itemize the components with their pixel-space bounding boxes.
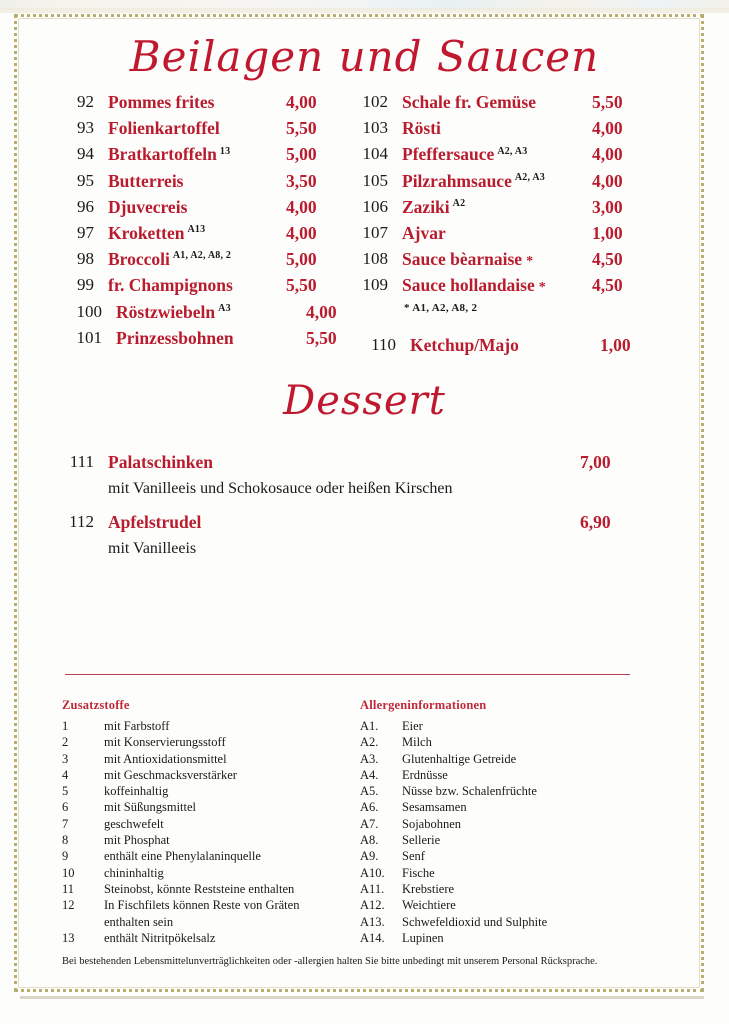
menu-row xyxy=(58,223,348,249)
allergen-text: Lupinen xyxy=(402,930,444,945)
item-price: 5,00 xyxy=(286,144,317,165)
item-name: Butterreis xyxy=(108,170,184,191)
additive-text: enthält eine Phenylalaninquelle xyxy=(104,849,261,864)
allergen-text: Nüsse bzw. Schalenfrüchte xyxy=(402,784,537,799)
item-name: Apfelstrudel xyxy=(108,512,202,532)
allergen-key: A1. xyxy=(360,719,379,733)
item-name: Ajvar xyxy=(402,222,446,243)
item-description: mit Vanilleeis und Schokosauce oder heißen Kirschen xyxy=(108,480,453,497)
item-name: Ketchup/Majo xyxy=(410,334,519,355)
allergen-row xyxy=(360,914,660,930)
item-number: 94 xyxy=(77,144,94,164)
additive-row-continuation xyxy=(62,914,352,930)
menu-row xyxy=(352,275,652,301)
item-price: 5,50 xyxy=(286,275,317,296)
menu-row xyxy=(58,249,348,275)
item-number: 98 xyxy=(77,249,94,269)
item-additive-codes: A1, A2, A8, 2 xyxy=(172,250,232,262)
item-number: 106 xyxy=(362,196,388,216)
menu-row xyxy=(58,197,348,223)
allergens-list xyxy=(360,698,660,946)
additive-key: 5 xyxy=(62,784,69,799)
menu-row xyxy=(352,223,652,249)
additive-row xyxy=(62,881,352,897)
allergen-key: A6. xyxy=(360,800,379,815)
additive-text: mit Konservierungsstoff xyxy=(104,735,226,750)
allergen-key: A2. xyxy=(360,735,379,750)
item-price: 5,50 xyxy=(592,92,623,112)
item-number: 111 xyxy=(69,452,94,471)
menu-row xyxy=(58,144,348,170)
allergen-text: Sellerie xyxy=(402,833,441,848)
additive-text: enthält Nitritpökelsalz xyxy=(104,930,216,945)
item-number: 93 xyxy=(77,118,94,138)
item-price: 6,90 xyxy=(580,512,611,532)
item-name: Pfeffersauce $^{A2, A3}$ xyxy=(402,144,528,165)
dessert-item-head xyxy=(58,512,618,538)
item-price: 5,50 xyxy=(306,327,337,348)
item-allergen-codes: A2 xyxy=(452,197,466,209)
additive-row xyxy=(62,897,352,913)
additive-key: 2 xyxy=(62,735,69,750)
additive-row xyxy=(62,816,352,832)
item-price: 5,50 xyxy=(286,118,317,139)
menu-column-left xyxy=(58,92,348,354)
dessert-list xyxy=(58,452,618,572)
item-number: 110 xyxy=(371,334,396,354)
additive-row xyxy=(62,734,352,750)
allergen-key: A8. xyxy=(360,833,379,848)
allergen-key: A3. xyxy=(360,751,379,766)
menu-row xyxy=(58,302,348,328)
allergen-key: A14. xyxy=(360,930,385,945)
item-number: 102 xyxy=(362,92,388,111)
section-title-beilagen: Beilagen und Saucen xyxy=(129,32,600,81)
menu-row xyxy=(352,118,652,144)
allergen-row xyxy=(360,718,660,734)
additive-text: mit Farbstoff xyxy=(104,719,170,733)
item-number: 105 xyxy=(362,170,388,190)
allergen-key: A7. xyxy=(360,816,379,831)
menu-row xyxy=(58,92,348,118)
allergen-row xyxy=(360,816,660,832)
additive-key: 10 xyxy=(62,865,75,880)
menu-row xyxy=(352,171,652,197)
additive-text: Steinobst, könnte Reststeine enthalten xyxy=(104,881,295,896)
menu-row xyxy=(352,144,652,170)
allergens-heading: Allergeninformationen xyxy=(360,698,487,712)
item-name: Palatschinken xyxy=(108,452,214,472)
allergen-row xyxy=(360,783,660,799)
item-number: 95 xyxy=(77,170,94,190)
additive-key: 7 xyxy=(62,816,69,831)
item-price: 1,00 xyxy=(600,334,631,355)
item-price: 4,00 xyxy=(286,222,317,243)
allergen-row xyxy=(360,897,660,913)
menu-row xyxy=(58,328,348,354)
dessert-item-head xyxy=(58,452,618,478)
allergen-key: A5. xyxy=(360,784,379,799)
item-description: mit Vanilleeis xyxy=(108,540,197,557)
footer-divider xyxy=(65,674,630,675)
item-name: Sauce bèarnaise * xyxy=(402,249,534,270)
item-price: 4,00 xyxy=(592,170,623,191)
item-number: 101 xyxy=(76,327,102,347)
item-name: Broccoli $^{A1, A2, A8, 2}$ xyxy=(108,249,232,270)
additive-row xyxy=(62,751,352,767)
item-name: Prinzessbohnen xyxy=(116,327,234,348)
item-name: Zaziki $^{A2}$ xyxy=(402,196,466,217)
additive-key: 1 xyxy=(62,719,69,733)
menu-row xyxy=(58,118,348,144)
item-number: 104 xyxy=(362,144,388,164)
item-additive-codes: A13 xyxy=(187,224,206,236)
allergen-key: A11. xyxy=(360,881,385,896)
item-name: Röstzwiebeln $^{A3}$ xyxy=(116,301,231,322)
allergen-row xyxy=(360,799,660,815)
additive-row xyxy=(62,865,352,881)
menu-row xyxy=(352,249,652,275)
additive-text: mit Süßungsmittel xyxy=(104,800,197,815)
additive-text: mit Phosphat xyxy=(104,833,170,848)
item-number: 109 xyxy=(362,275,388,295)
allergen-row xyxy=(360,930,660,946)
item-additive-codes: A3 xyxy=(218,302,231,314)
menu-row xyxy=(58,171,348,197)
additives-heading: Zusatzstoffe xyxy=(62,698,130,712)
item-price: 1,00 xyxy=(592,222,623,243)
additive-row xyxy=(62,848,352,864)
allergen-key: A13. xyxy=(360,914,385,929)
allergen-row xyxy=(360,832,660,848)
item-number: 97 xyxy=(77,222,94,242)
additive-row xyxy=(62,783,352,799)
additive-row xyxy=(62,930,352,946)
item-name: Pommes frites xyxy=(108,92,215,112)
item-name: Folienkartoffel xyxy=(108,118,220,139)
footnote-allergen-codes: * A1, A2, A8, 2 xyxy=(404,301,478,314)
allergen-row xyxy=(360,881,660,897)
allergen-row xyxy=(360,865,660,881)
allergen-text: Schwefeldioxid und Sulphite xyxy=(402,914,548,929)
section-title-dessert: Dessert xyxy=(283,378,446,424)
additive-row xyxy=(62,832,352,848)
additive-text: koffeinhaltig xyxy=(104,784,169,799)
additives-list xyxy=(62,698,352,946)
item-number: 100 xyxy=(76,301,102,321)
additive-key: 6 xyxy=(62,800,69,815)
allergen-key: A12. xyxy=(360,898,385,913)
additive-text: In Fischfilets können Reste von Gräten xyxy=(104,898,300,913)
menu-row xyxy=(352,92,652,118)
item-footnote-marker: * xyxy=(538,280,546,296)
item-additive-codes: 13 xyxy=(219,145,231,157)
item-name: Kroketten $^{A13}$ xyxy=(108,222,206,243)
item-price: 4,00 xyxy=(286,196,317,217)
additive-row xyxy=(62,799,352,815)
allergen-key: A4. xyxy=(360,767,379,782)
allergen-text: Krebstiere xyxy=(402,881,455,896)
allergen-text: Eier xyxy=(402,719,423,733)
dessert-item xyxy=(58,452,618,500)
allergen-text: Glutenhaltige Getreide xyxy=(402,751,517,766)
dessert-item xyxy=(58,512,618,560)
item-number: 99 xyxy=(77,275,94,295)
additive-row xyxy=(62,767,352,783)
additive-text: geschwefelt xyxy=(104,816,164,831)
item-name: Schale fr. Gemüse xyxy=(402,92,536,112)
additive-key: 11 xyxy=(62,881,75,896)
item-price: 4,00 xyxy=(592,118,623,139)
item-number: 108 xyxy=(362,249,388,269)
allergen-row xyxy=(360,848,660,864)
menu-row xyxy=(58,275,348,301)
additive-key: 13 xyxy=(62,930,75,945)
item-allergen-codes: A2, A3 xyxy=(514,171,545,183)
item-price: 4,00 xyxy=(592,144,623,165)
item-number: 92 xyxy=(77,92,94,111)
additive-key: 12 xyxy=(62,898,75,913)
additive-key: 3 xyxy=(62,751,69,766)
allergen-row xyxy=(360,734,660,750)
item-price: 4,50 xyxy=(592,249,623,270)
additive-text: chininhaltig xyxy=(104,865,164,880)
item-name: Djuvecreis xyxy=(108,196,188,217)
column-footnote-row xyxy=(352,302,652,326)
item-price: 4,00 xyxy=(286,92,317,112)
item-name: Rösti xyxy=(402,118,441,139)
item-number: 107 xyxy=(362,222,388,242)
menu-row xyxy=(352,335,652,361)
menu-row xyxy=(352,197,652,223)
allergen-row xyxy=(360,751,660,767)
allergen-text: Sesamsamen xyxy=(402,800,467,815)
item-name: Sauce hollandaise * xyxy=(402,275,546,296)
item-number: 96 xyxy=(77,196,94,216)
item-name: Pilzrahmsauce $^{A2, A3}$ xyxy=(402,170,545,191)
item-name: Bratkartoffeln $^{13}$ xyxy=(108,144,231,165)
allergen-text: Erdnüsse xyxy=(402,767,448,782)
allergen-key: A9. xyxy=(360,849,379,864)
additive-row xyxy=(62,718,352,734)
additive-key: 8 xyxy=(62,833,69,848)
item-allergen-codes: A2, A3 xyxy=(497,145,528,157)
item-number: 103 xyxy=(362,118,388,138)
item-price: 4,50 xyxy=(592,275,623,296)
allergy-disclaimer: Bei bestehenden Lebensmittelunverträglichkeiten oder -allergien halten Sie bitte unbedingt mit unserem Personal Rücksprache. xyxy=(62,956,598,967)
item-number: 112 xyxy=(69,512,94,531)
allergen-text: Sojabohnen xyxy=(402,816,462,831)
allergen-key: A10. xyxy=(360,865,385,880)
allergen-text: Weichtiere xyxy=(402,898,456,913)
menu-column-right xyxy=(352,92,652,361)
additive-text: mit Antioxidationsmittel xyxy=(104,751,227,766)
row-spacer xyxy=(352,326,652,335)
item-price: 3,00 xyxy=(592,196,623,217)
allergen-text: Milch xyxy=(402,735,432,750)
item-footnote-marker: * xyxy=(526,254,534,270)
item-price: 4,00 xyxy=(306,301,337,322)
additive-text-continuation: enthalten sein xyxy=(104,914,174,929)
item-name: fr. Champignons xyxy=(108,275,233,296)
additive-text: mit Geschmacksverstärker xyxy=(104,767,237,782)
item-price: 5,00 xyxy=(286,249,317,270)
additive-key: 4 xyxy=(62,767,69,782)
allergen-text: Fische xyxy=(402,865,435,880)
item-price: 3,50 xyxy=(286,170,317,191)
allergen-row xyxy=(360,767,660,783)
item-price: 7,00 xyxy=(580,452,611,472)
allergen-text: Senf xyxy=(402,849,425,864)
additive-key: 9 xyxy=(62,849,69,864)
